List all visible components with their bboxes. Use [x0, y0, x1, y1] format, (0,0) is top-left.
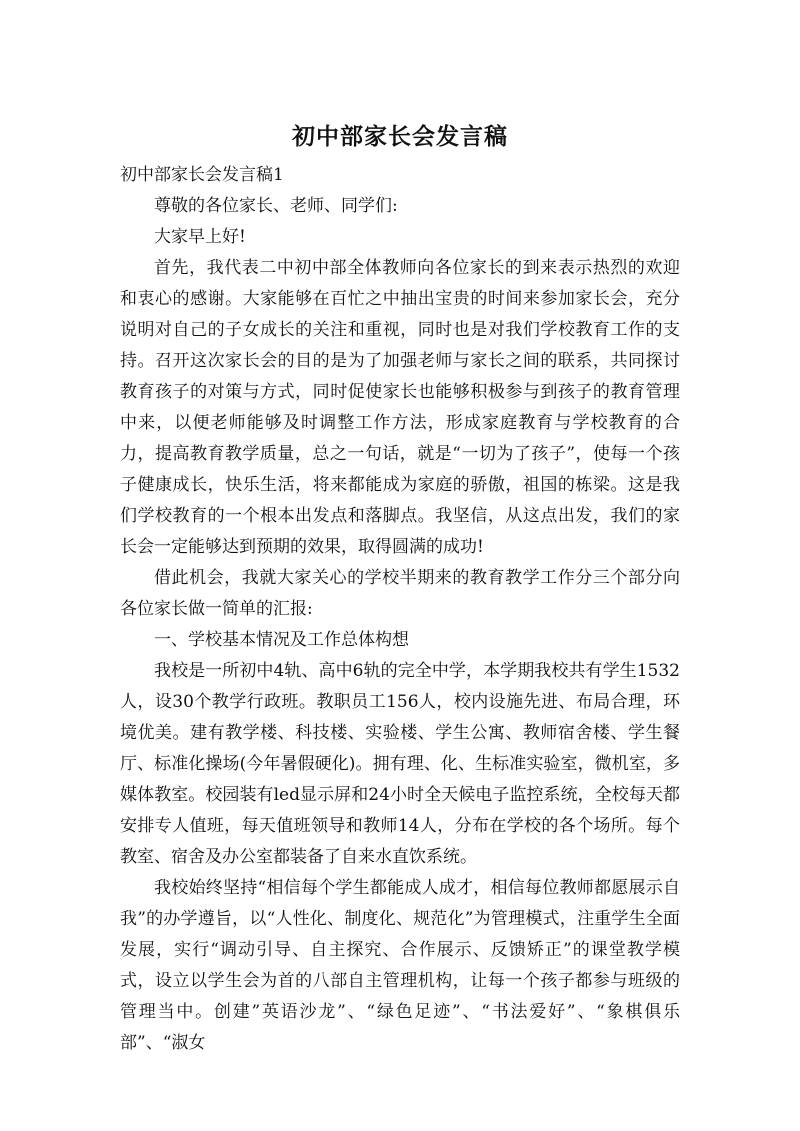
paragraph-text: 初中部家长会发言稿1 [120, 165, 284, 185]
paragraph [120, 191, 680, 222]
paragraph [120, 160, 680, 191]
paragraph-text: 首先，我代表二中初中部全体教师向各位家长的到来表示热烈的欢迎和衷心的感谢。大家能够在百忙之中抽出宝贵的时间来参加家长会，充分说明对自己的子女成长的关注和重视，同时也是对我们学校教育工作的支持。召开这次家长会的目的是为了加强老师与家长之间的联系，共同探讨教育孩子的对策与方式，同时促使家长也能够积极参与到孩子的教育管理中来，以便老师能够及时调整工作方法，形成家庭教育与学校教育的合力，提高教育教学质量，总之一句话，就是“一切为了孩子”，使每一个孩子健康成长，快乐生活，将来都能成为家庭的骄傲，祖国的栋梁。这是我们学校教育的一个根本出发点和落脚点。我坚信，从这点出发，我们的家长会一定能够达到预期的效果，取得圆满的成功! [120, 258, 680, 557]
document-body [120, 160, 680, 1059]
document-title: 初中部家长会发言稿 [292, 124, 508, 150]
paragraph [120, 222, 680, 253]
paragraph-text: 我校始终坚持“相信每个学生都能成人成才，相信每位教师都愿展示自我”的办学遵旨，以“人性化、制度化、规范化”为管理模式，注重学生全面发展，实行“调动引导、自主探究、合作展示、反馈矫正”的课堂教学模式，设立以学生会为首的八部自主管理机构，让每一个孩子都参与班级的管理当中。创建”英语沙龙”、“绿色足迹”、“书法爱好”、“象棋俱乐部”、“淑女 [120, 878, 680, 1053]
paragraph-text: 我校是一所初中4轨、高中6轨的完全中学，本学期我校共有学生1532人，设30个教学行政班。教职员工156人，校内设施先进、布局合理，环境优美。建有教学楼、科技楼、实验楼、学生公寓、教师宿舍楼、学生餐厅、标准化操场(今年暑假硬化)。拥有理、化、生标准实验室，微机室，多媒体教室。校园装有led显示屏和24小时全天候电子监控系统，全校每天都安排专人值班，每天值班领导和教师14人，分布在学校的各个场所。每个教室、宿舍及办公室都装备了自来水直饮系统。 [120, 661, 680, 867]
paragraph-text: 尊敬的各位家长、老师、同学们: [154, 196, 398, 216]
paragraph-text: 一、学校基本情况及工作总体构想 [154, 630, 409, 650]
paragraph-text: 大家早上好! [154, 227, 246, 247]
paragraph-text: 借此机会，我就大家关心的学校半期来的教育教学工作分三个部分向各位家长做一简单的汇报: [120, 568, 680, 619]
